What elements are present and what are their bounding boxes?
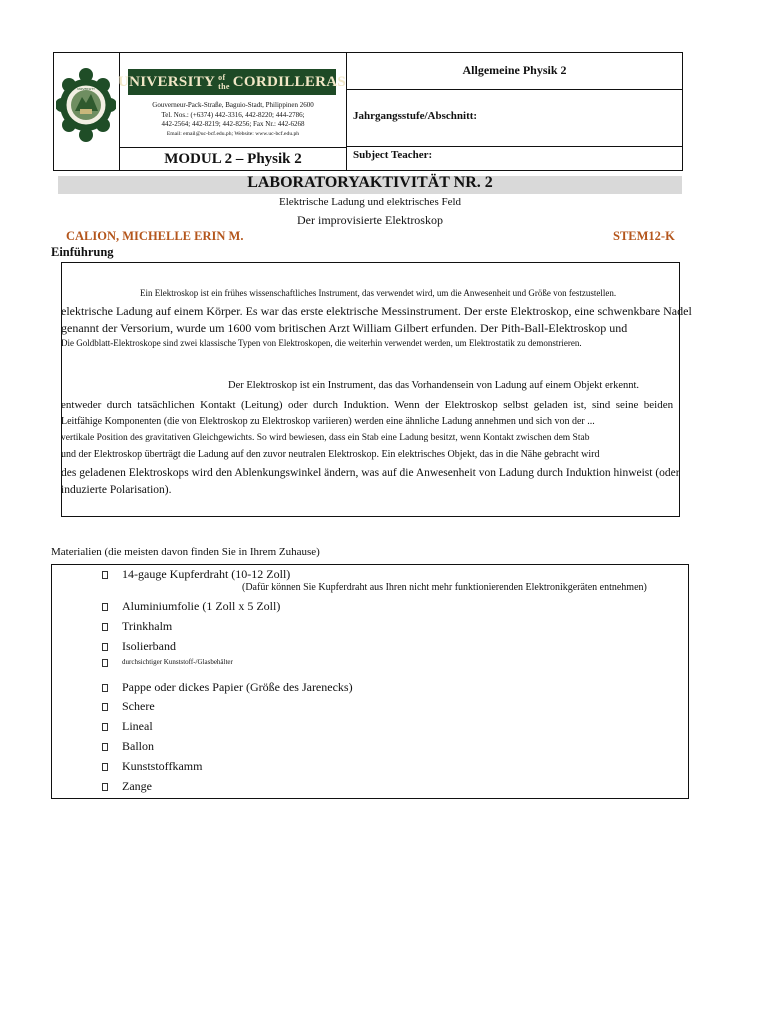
checkbox-icon xyxy=(102,659,108,667)
material-label: Trinkhalm xyxy=(122,619,173,633)
checkbox-icon xyxy=(102,743,108,751)
university-of: of the xyxy=(218,73,230,91)
university-name: UNIVERSITY xyxy=(117,73,216,90)
intro-line: elektrische Ladung auf einem Körper. Es war das erste elektrische Messinstrument. Der erste Elektroskop, eine schwenkbare Nadel xyxy=(61,304,692,318)
material-label: Pappe oder dickes Papier (Größe des Jarenecks) xyxy=(122,680,353,694)
subtitle-topic: Elektrische Ladung und elektrisches Feld xyxy=(278,196,462,208)
materials-box xyxy=(51,564,689,799)
intro-heading: Einführung xyxy=(51,245,114,259)
university-logo-banner xyxy=(117,69,347,95)
intro-line: genannt der Versorium, wurde um 1600 vom britischen Arzt William Gilbert erfunden. Der Pith-Ball-Elektroskop und xyxy=(61,321,628,335)
material-label: 14-gauge Kupferdraht (10-12 Zoll) xyxy=(122,567,291,581)
address-line: 442-2564; 442-8219; 442-8256; Fax Nr.: 442-6268 xyxy=(161,120,305,129)
intro-line: des geladenen Elektroskops wird den Ablenkungswinkel ändern, was auf die Anwesenheit von Ladung durch Induktion hinweist (oder xyxy=(61,467,680,479)
intro-line: Ein Elektroskop ist ein frühes wissenschaftliches Instrument, das verwendet wird, um die Anwesenheit und Größe von festzustellen. xyxy=(140,288,617,298)
intro-line: vertikale Position des gravitativen Gleichgewichts. So wird bewiesen, dass ein Stab eine Ladung besitzt, wenn Kontakt zwischen dem Stab xyxy=(61,433,590,443)
course-name: Allgemeine Physik 2 xyxy=(462,63,567,77)
university-seal-icon xyxy=(56,55,116,167)
intro-line: Die Goldblatt-Elektroskope sind zwei klassische Typen von Elektroskopen, die weiterhin verwendet werden, um Elektrostatik zu demonstrieren. xyxy=(61,338,582,348)
university-cell xyxy=(117,53,347,170)
course-cell xyxy=(347,53,682,90)
checkbox-icon xyxy=(102,571,108,579)
checkbox-icon xyxy=(102,603,108,611)
checkbox-icon xyxy=(102,723,108,731)
intro-line: und der Elektroskop überträgt die Ladung auf den zuvor neutralen Elektroskop. Ein elektrisches Objekt, das in die Nähe gebracht wird xyxy=(61,449,600,460)
student-section: STEM12-K xyxy=(613,229,675,243)
material-label: Zange xyxy=(122,779,152,793)
teacher-cell xyxy=(347,147,682,170)
header-info-column xyxy=(347,53,682,170)
subtitle-activity: Der improvisierte Elektroskop xyxy=(297,213,443,227)
checkbox-icon xyxy=(102,643,108,651)
intro-line: entweder durch tatsächlichen Kontakt (Leitung) oder durch Induktion. Wenn der Elektroskop selbst geladen ist, sind seine beiden xyxy=(61,399,674,411)
address-line: Tel. Nos.: (+6374) 442-3316, 442-8220; 444-2786; xyxy=(161,110,305,119)
checkbox-icon xyxy=(102,684,108,692)
university-address xyxy=(124,101,342,139)
university-name-2: CORDILLERAS xyxy=(232,73,347,90)
material-label: Isolierband xyxy=(122,639,176,653)
svg-text:UNIVERSITY: UNIVERSITY xyxy=(77,87,95,91)
material-label: Aluminiumfolie (1 Zoll x 5 Zoll) xyxy=(122,599,281,613)
material-label: Schere xyxy=(122,699,155,713)
materials-heading: Materialien (die meisten davon finden Sie in Ihrem Zuhause) xyxy=(51,546,320,558)
intro-line: Leitfähige Komponenten (die von Elektroskop zu Elektroskop variieren) werden eine ähnliche Ladung annehmen und sich von der ... xyxy=(61,416,595,427)
material-label: durchsichtiger Kunststoff-/Glasbehälter xyxy=(122,658,233,666)
material-label: Lineal xyxy=(122,719,153,733)
checkbox-icon xyxy=(102,763,108,771)
grade-cell xyxy=(347,90,682,147)
checkbox-icon xyxy=(102,703,108,711)
module-title: MODUL 2 – Physik 2 xyxy=(120,147,346,171)
header-table xyxy=(53,52,683,171)
grade-label: Jahrgangsstufe/Abschnitt: xyxy=(353,110,478,122)
checkbox-icon xyxy=(102,783,108,791)
checkbox-icon xyxy=(102,623,108,631)
address-line: Email: email@uc-bcf.edu.ph; Website: www.uc-bcf.edu.ph xyxy=(166,130,300,137)
material-label: Ballon xyxy=(122,739,154,753)
intro-line: Der Elektroskop ist ein Instrument, das das Vorhandensein von Ladung auf einem Objekt erkennt. xyxy=(228,380,640,391)
materials-note: (Dafür können Sie Kupferdraht aus Ihren nicht mehr funktionierenden Elektronikgeräten entnehmen) xyxy=(242,582,647,593)
student-name: CALION, MICHELLE ERIN M. xyxy=(66,229,244,243)
material-label: Kunststoffkamm xyxy=(122,759,203,773)
logo-cell xyxy=(54,53,120,170)
intro-line: induzierte Polarisation). xyxy=(61,484,172,496)
teacher-label: Subject Teacher: xyxy=(353,149,433,161)
page-title: LABORATORYAKTIVITÄT NR. 2 xyxy=(247,174,493,191)
address-line: Gouverneur-Pack-Straße, Baguio-Stadt, Philippinen 2600 xyxy=(152,101,314,109)
